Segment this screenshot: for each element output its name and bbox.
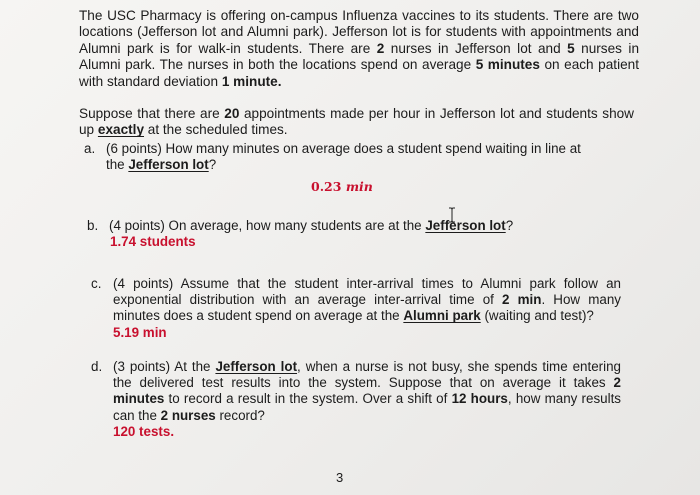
question-d-text-4: , how many results can the (113, 391, 621, 423)
question-c (91, 276, 621, 341)
jefferson-nurse-count: 2 (376, 40, 385, 56)
question-b-label: b. (87, 218, 99, 233)
question-a-text-3: ? (208, 157, 217, 173)
nurse-count: 2 nurses (160, 407, 216, 423)
shift-length: 12 hours (451, 391, 508, 407)
question-b-location: Jefferson lot (425, 218, 506, 233)
setup-text-1: Suppose that there are (79, 106, 225, 121)
question-a (84, 141, 629, 173)
question-b-text-1: (4 points) On average, how many students are at the (109, 218, 426, 233)
question-d-location: Jefferson lot (215, 359, 298, 374)
intro-text-1: The USC Pharmacy is offering on-campus Influenza vaccines to its students. There are two locations (Jefferson lot and Alumni park). Jefferson lot is for students with appointments and Alumni park is for walk-in students. There are (79, 8, 639, 56)
question-a-location: Jefferson lot (128, 157, 209, 173)
question-d-text-1: (3 points) At the (113, 359, 216, 374)
answer-a-unit: min (345, 179, 373, 194)
intro-text-2: nurses in Jefferson lot and (384, 40, 568, 56)
avg-service-time: 5 minutes (475, 57, 540, 73)
question-d (91, 359, 621, 440)
intro-text-3: nurses in Alumni park. The nurses in both the locations spend on average (79, 40, 640, 73)
setup-text-3: at the scheduled times. (144, 122, 288, 138)
alumni-nurse-count: 5 (567, 40, 575, 56)
question-d-text-2: , when a nurse is not busy, she spends time entering the delivered test results into the system. Suppose that on average it takes (113, 359, 621, 391)
question-c-location: Alumni park (403, 308, 481, 324)
question-c-text-1: (4 points) Assume that the student inter-arrival times to Alumni park follow an exponential distribution with an average inter-arrival time of (113, 276, 621, 308)
question-d-label: d. (91, 359, 103, 374)
answer-b: 1.74 students (110, 234, 196, 250)
page-number: 3 (336, 470, 344, 485)
intro-text-4: on each patient with standard deviation (79, 57, 639, 89)
question-a-text-1: (6 points) How many minutes on average does a student spend waiting in line at (106, 141, 581, 156)
answer-a-value: 0.23 (311, 179, 342, 194)
question-c-text-2: . How many minutes does a student spend on average at the (113, 292, 621, 324)
question-b (87, 218, 632, 250)
answer-c: 5.19 min (113, 324, 167, 340)
appointment-rate: 20 (224, 106, 240, 121)
question-d-text-5: record? (215, 407, 265, 423)
answer-d: 120 tests. (113, 423, 175, 439)
exactly-emphasis: exactly (97, 122, 145, 138)
record-time: 2 minutes (113, 375, 621, 407)
answer-a (311, 179, 373, 194)
question-b-text-2: ? (505, 218, 514, 233)
problem-setup (79, 106, 634, 139)
interarrival-time: 2 min (502, 292, 542, 308)
question-c-text-3: (waiting and test)? (480, 308, 594, 324)
question-d-text-3: to record a result in the system. Over a shift of (164, 391, 452, 407)
question-c-label: c. (91, 276, 102, 291)
service-std-dev: 1 minute. (221, 73, 282, 89)
problem-intro (79, 8, 639, 90)
question-a-text-2: the (106, 157, 129, 173)
question-a-label: a. (84, 141, 96, 156)
text-cursor-icon (448, 207, 456, 223)
setup-text-2: appointments made per hour in Jefferson lot and students show up (79, 106, 635, 138)
